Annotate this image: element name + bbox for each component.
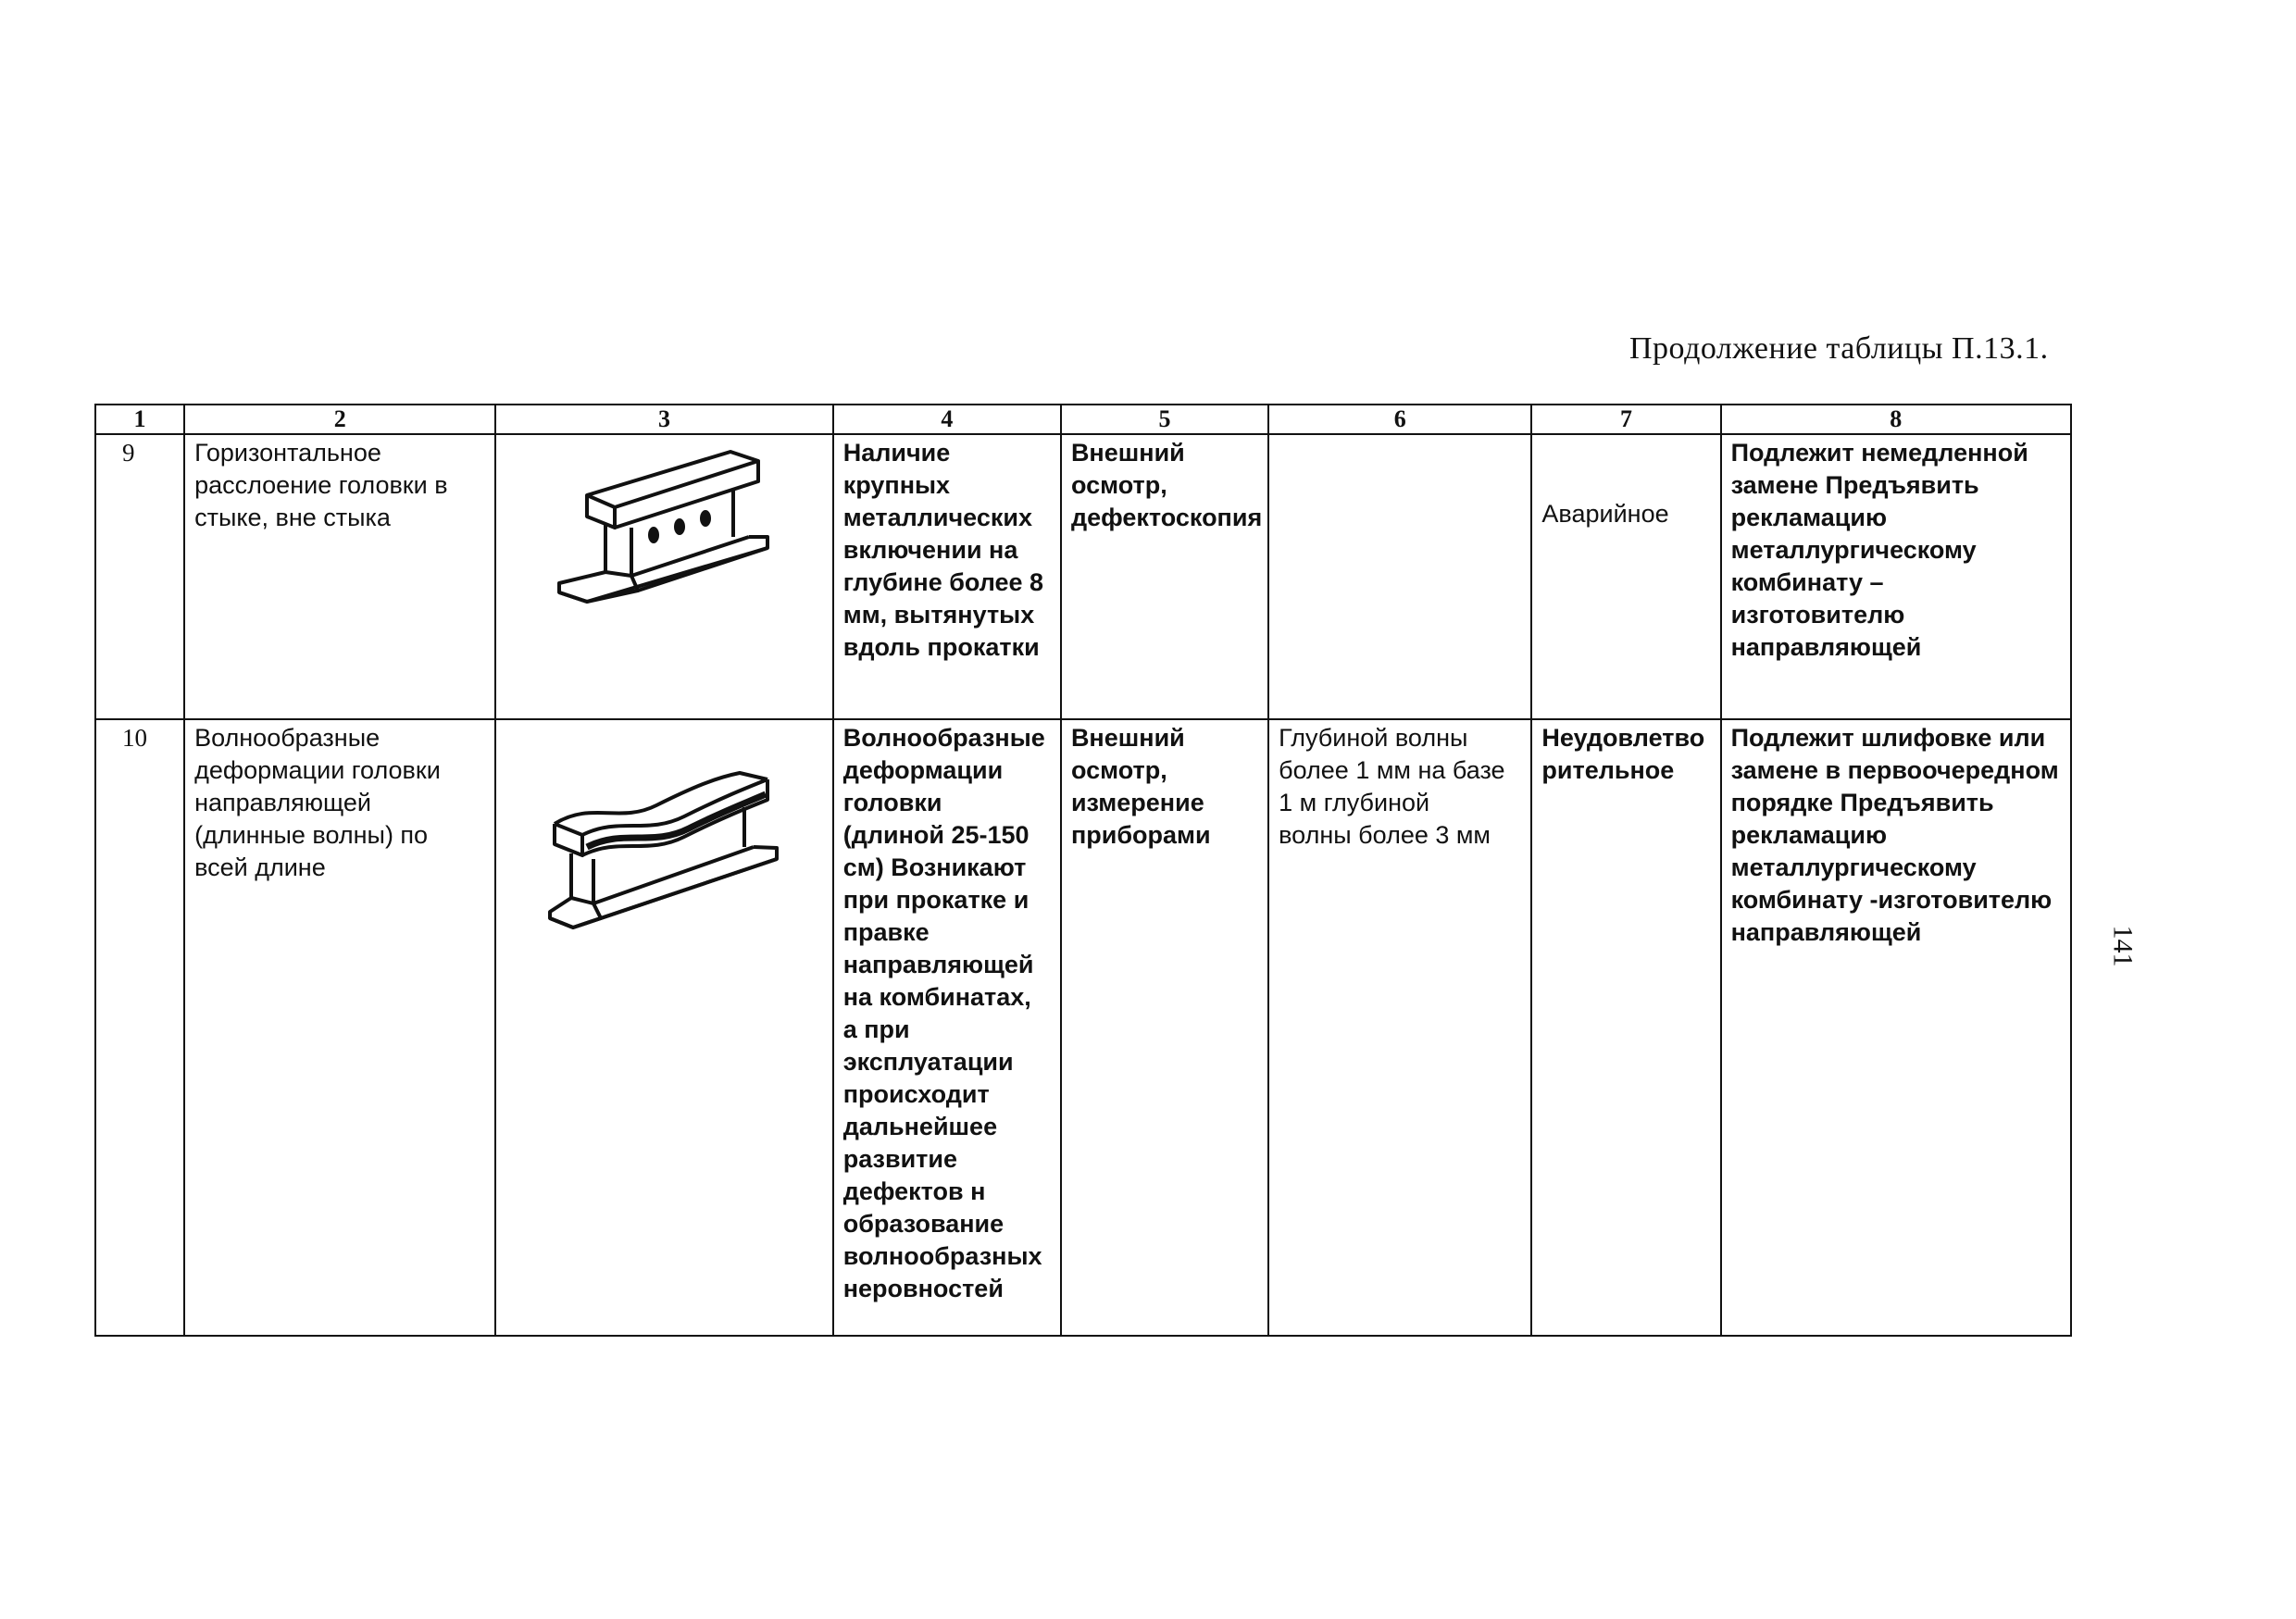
required-action: Подлежит шлифовке или замене в первоочередном порядке Предъявить рекламацию металлургическому комбинату -изготовителю направляющей (1721, 719, 2071, 1336)
criteria (1268, 434, 1531, 719)
header-col-3: 3 (495, 405, 832, 434)
header-col-2: 2 (184, 405, 495, 434)
header-col-8: 8 (1721, 405, 2071, 434)
defect-image-cell (495, 719, 832, 1336)
table-row (95, 434, 2071, 719)
rail-with-holes-illustration (550, 444, 781, 606)
criteria: Глубиной волны более 1 мм на базе 1 м глубиной волны более 3 мм (1268, 719, 1531, 1336)
row-number: 10 (95, 719, 184, 1336)
status: Неудовлетво рительное (1531, 719, 1720, 1336)
status (1531, 434, 1720, 719)
header-col-1: 1 (95, 405, 184, 434)
row-number: 9 (95, 434, 184, 719)
header-col-5: 5 (1061, 405, 1268, 434)
page-number: 141 (2107, 925, 2139, 967)
header-col-4: 4 (833, 405, 1061, 434)
defect-name: Волнообразные деформации головки направляющей (длинные волны) по всей длине (184, 719, 495, 1336)
defects-table (94, 404, 2072, 1337)
detection-method: Внешний осмотр, дефектоскопия (1061, 434, 1268, 719)
defect-description: Волнообразные деформации головки (длиной 25-150 см) Возникают при прокатке и правке направляющей на комбинатах, а при эксплуатации происходит дальнейшее развитие дефектов н образование волнообразных неровностей (833, 719, 1061, 1336)
defect-description: Наличие крупных металлических включении на глубине более 8 мм, вытянутых вдоль прокатки (833, 434, 1061, 719)
status-label: Аварийное (1541, 500, 1669, 528)
table-row (95, 719, 2071, 1336)
table-caption: Продолжение таблицы П.13.1. (1629, 331, 2049, 366)
detection-method: Внешний осмотр, измерение приборами (1061, 719, 1268, 1336)
header-col-6: 6 (1268, 405, 1531, 434)
defect-name: Горизонтальное расслоение головки в стыке, вне стыка (184, 434, 495, 719)
header-row (95, 405, 2071, 434)
required-action: Подлежит немедленной замене Предъявить рекламацию металлургическому комбинату – изготовителю направляющей (1721, 434, 2071, 719)
wavy-rail-illustration (545, 759, 786, 935)
header-col-7: 7 (1531, 405, 1720, 434)
defect-image-cell (495, 434, 832, 719)
